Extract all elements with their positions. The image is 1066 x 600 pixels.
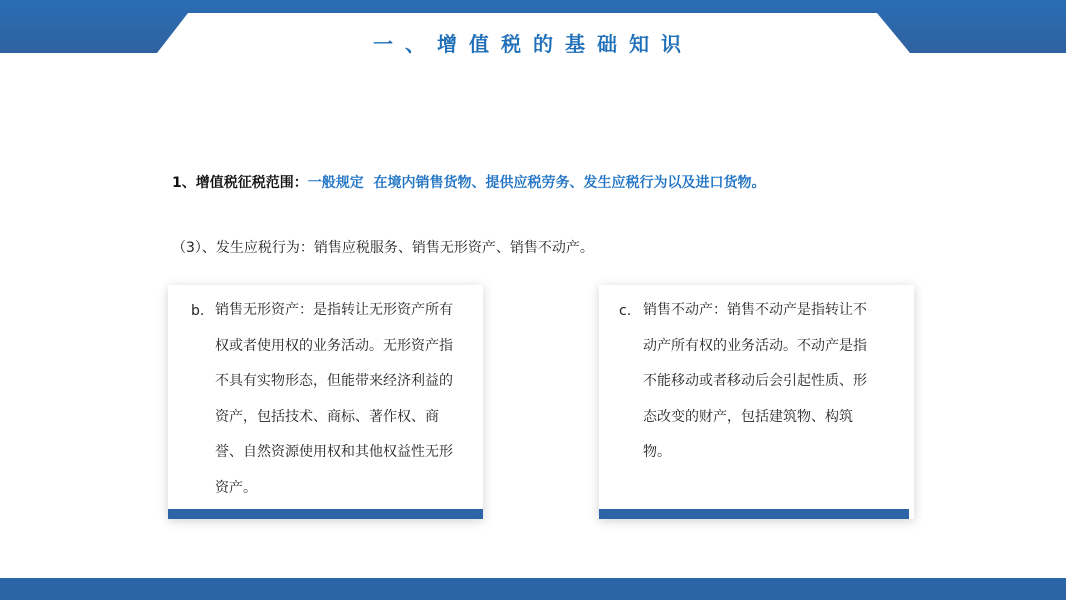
card-accent-bar: [599, 509, 909, 519]
card-accent-bar: [168, 509, 483, 519]
card-text: 销售无形资产：是指转让无形资产所有权或者使用权的业务活动。无形资产指不具有实物形态，但能带来经济利益的资产，包括技术、商标、著作权、商誉、自然资源使用权和其他权益性无形资产。: [215, 302, 453, 496]
page-title: 一、增值税的基础知识: [373, 32, 693, 56]
card-text: 销售不动产：销售不动产是指转让不动产所有权的业务活动。不动产是指不能移动或者移动后会引起性质、形态改变的财产，包括建筑物、构筑物。: [643, 302, 867, 460]
footer-band: [0, 578, 1066, 600]
card-intangible-assets: [168, 285, 483, 519]
card-marker: c.: [619, 303, 632, 319]
card-marker: b.: [191, 303, 205, 319]
scope-highlight: 一般规定 在境内销售货物、提供应税劳务、发生应税行为以及进口货物。: [307, 175, 766, 191]
behavior-line: （3）、发生应税行为：销售应税服务、销售无形资产、销售不动产。: [172, 240, 594, 256]
scope-label: 1、增值税征税范围：: [172, 175, 308, 191]
scope-line: [172, 172, 766, 192]
card-real-estate: [599, 285, 914, 519]
